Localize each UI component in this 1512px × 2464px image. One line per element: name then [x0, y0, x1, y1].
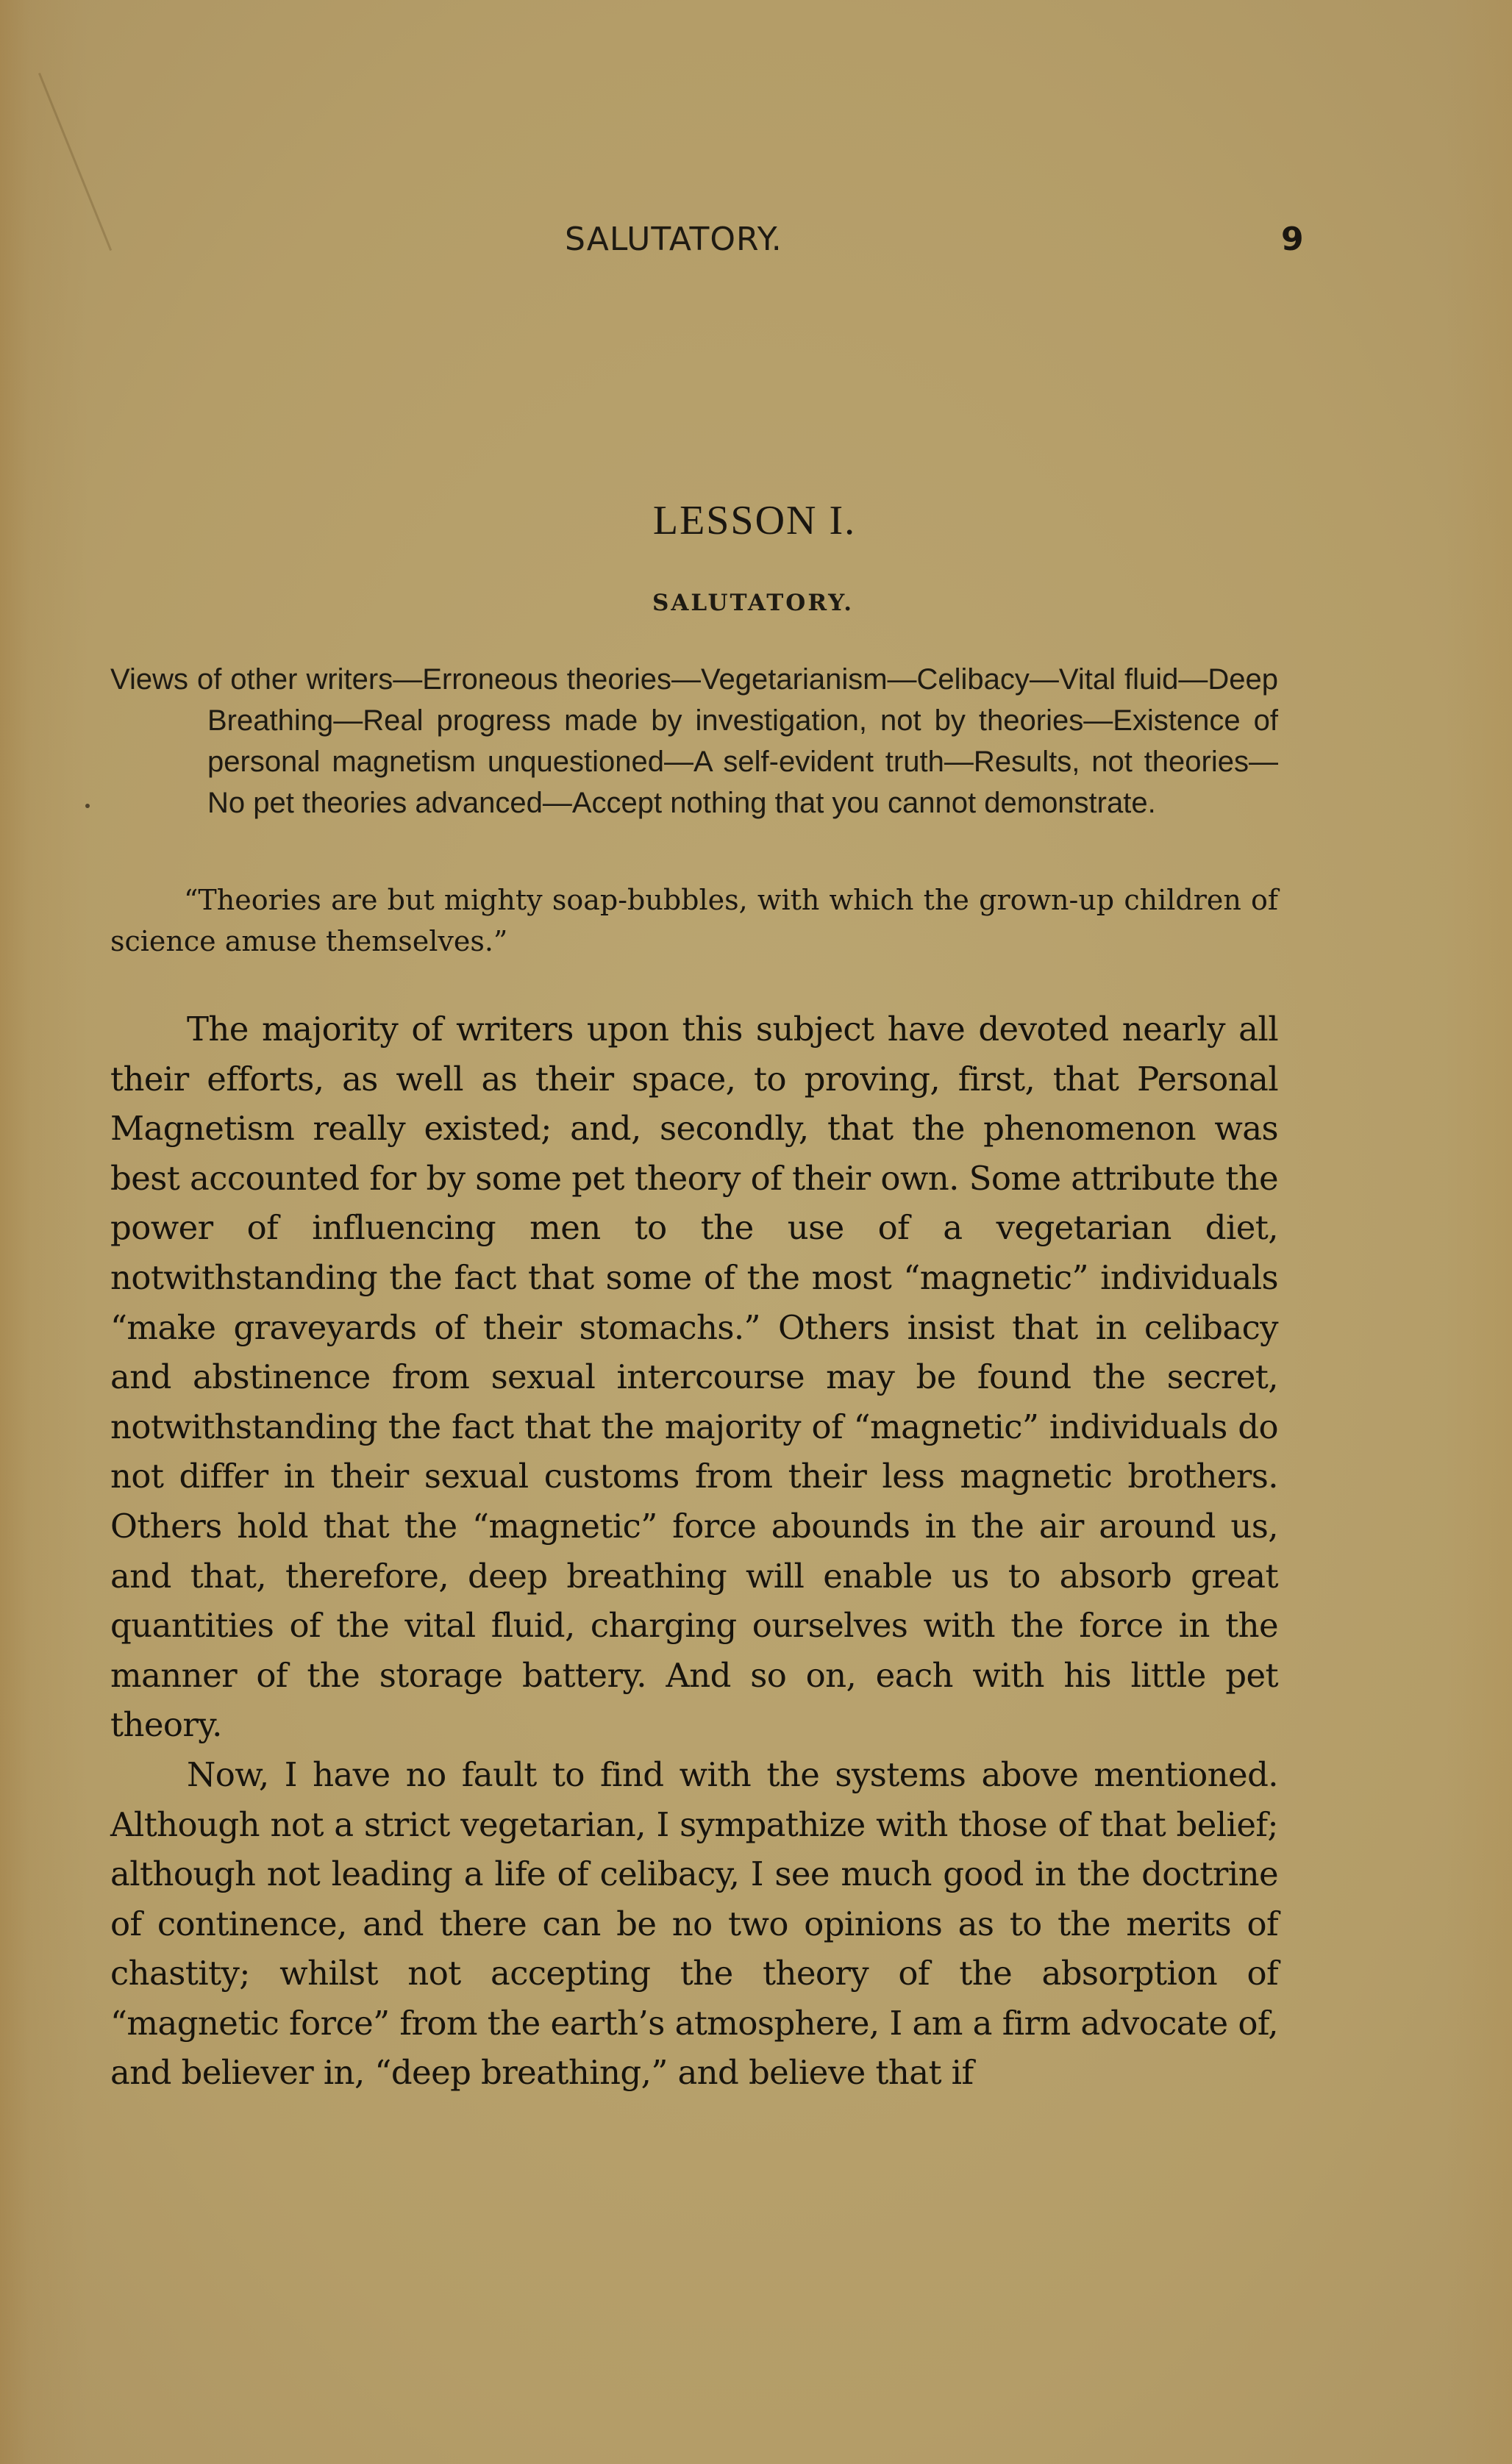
epigraph-quote: “Theories are but mighty soap-bubbles, with which the grown-up children of science amuse themselves.”	[110, 884, 1278, 957]
body-paragraph: Now, I have no fault to find with the systems above mentioned. Although not a strict vegetarian, I sympathize with those of that belief; although not leading a life of celibacy, I see much good in the doctrine of continence, and there can be no two opinions as to the merits of chastity; whilst not accepting the theory of the absorption of “magnetic force” from the earth’s atmosphere, I am a firm advocate of, and believer in, “deep breathing,” and believe that if	[110, 1754, 1278, 2093]
lesson-title-text: LESSON I.	[652, 498, 857, 543]
body-paragraph: The majority of writers upon this subject have devoted nearly all their efforts, as well as their space, to proving, first, that Personal Magnetism really existed; and, secondly, that the phenomenon was best accounted for by some pet theory of their own. Some attribute the power of influencing men to the use of a vegetarian diet, notwithstanding the fact that some of the most “magnetic” individuals “make graveyards of their stomachs.” Others insist that in celibacy and abstinence from sexual intercourse may be found the secret, notwithstanding the fact that the majority of “magnetic” individuals do not differ in their sexual customs from their less magnetic brothers. Others hold that the “magnetic” force abounds in the air around us, and that, therefore, deep breathing will enable us to absorb great quantities of the vital fluid, charging ourselves with the force in the manner of the storage battery. And so on, each with his little pet theory.	[110, 1010, 1278, 1745]
running-head	[0, 221, 1512, 265]
lesson-subtitle	[0, 590, 1512, 616]
stray-ink-dot	[85, 804, 90, 808]
lesson-title	[0, 497, 1512, 544]
page-number: 9	[1281, 221, 1304, 258]
running-title: SALUTATORY.	[565, 221, 782, 258]
chapter-synopsis: Views of other writers—Erroneous theories—Vegetarianism—Celibacy—Vital fluid—Deep Breathing—Real progress made by investigation, not by theories—Existence of personal magnetism unquestioned—A self-evident truth—Results, not theories—No pet theories advanced—Accept nothing that you cannot demonstrate.	[110, 663, 1278, 819]
lesson-subtitle-text: SALUTATORY.	[652, 590, 855, 616]
body-text	[110, 1004, 1278, 2098]
